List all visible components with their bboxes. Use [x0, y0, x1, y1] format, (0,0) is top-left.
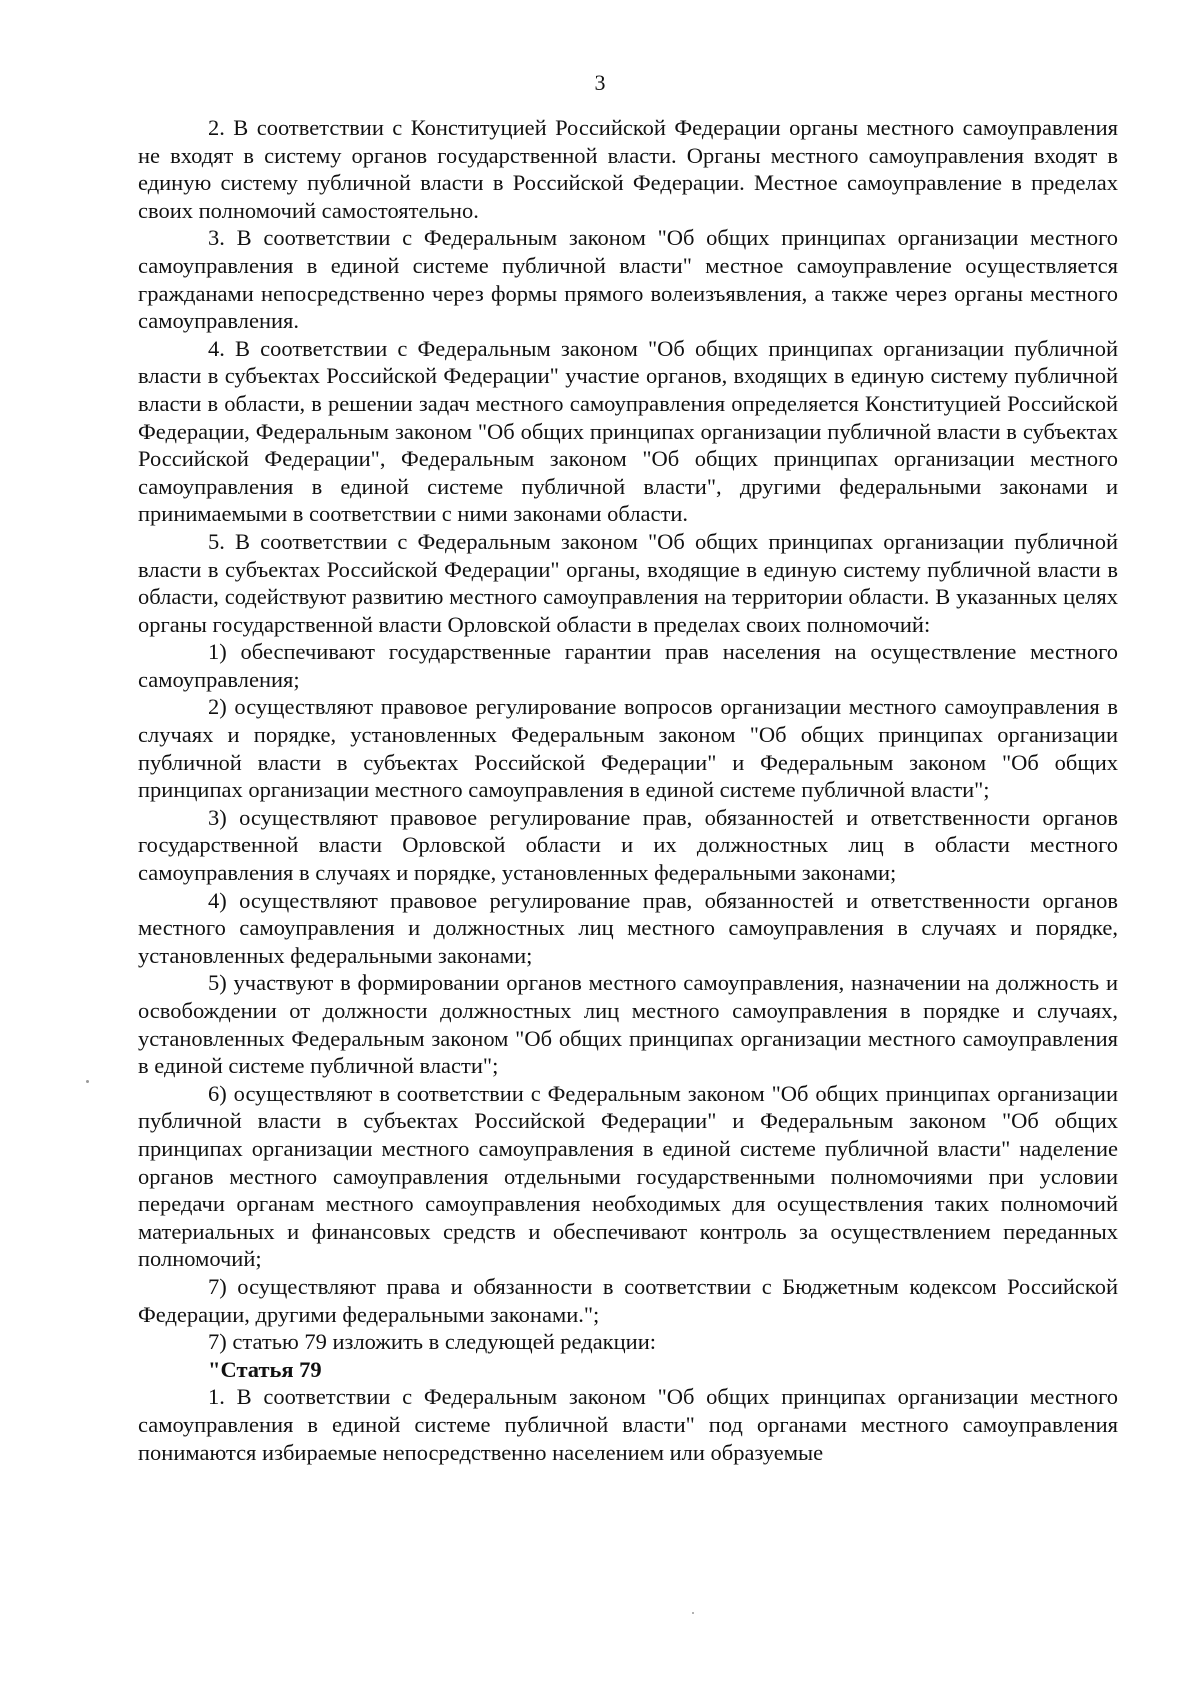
paragraph-5-assistance: 5. В соответствии с Федеральным законом "Об общих принципах организации публичной власти в субъектах Российской Федерации" органы, входящие в единую систему публичной власти в области, содействуют развитию местного самоуправления на территории области. В указанных целях органы государственной власти Орловской области в пределах своих полномочий: — [138, 528, 1118, 637]
list-item-7: 7) осуществляют права и обязанности в соответствии с Бюджетным кодексом Российской Федерации, другими федеральными законами."; — [138, 1273, 1118, 1327]
amendment-instruction: 7) статью 79 изложить в следующей редакции: — [208, 1329, 656, 1355]
list-item-1: 1) обеспечивают государственные гарантии прав населения на осуществление местного самоуправления; — [138, 639, 1118, 692]
list-item-4: 4) осуществляют правовое регулирование прав, обязанностей и ответственности органов местного самоуправления и должностных лиц местного самоуправления в случаях и порядке, установленных федеральными законами; — [138, 887, 1118, 968]
article-heading: "Статья 79 — [208, 1356, 322, 1382]
paragraph-2-local-government: 2. В соответствии с Конституцией Российской Федерации органы местного самоуправления не входят в систему органов государственной власти. Органы местного самоуправления входят в единую систему публичной власти в Российской Федерации. Местное самоуправление в пределах своих полномочий самостоятельно. — [138, 115, 1118, 223]
list-item-3: 3) осуществляют правовое регулирование прав, обязанностей и ответственности органов государственной власти Орловской области и их должностных лиц в области местного самоуправления в случаях и порядке, установленных федеральными законами; — [138, 804, 1118, 886]
page-number: 3 — [594, 70, 606, 95]
scan-speck — [86, 1080, 89, 1083]
paragraph-4-participation: 4. В соответствии с Федеральным законом "Об общих принципах организации публичной власти в субъектах Российской Федерации" участие органов, входящих в единую систему публичной власти в области, в решении задач местного самоуправления определяется Конституцией Российской Федерации, Федеральным законом "Об общих принципах организации публичной власти в субъектах Российской Федерации", Федеральным законом "Об общих принципах организации местного самоуправления в единой системе публичной власти", другими федеральными законами и принимаемыми в соответствии с ними законами области. — [138, 335, 1118, 527]
list-item-2: 2) осуществляют правовое регулирование вопросов организации местного самоуправления в случаях и порядке, установленных Федеральным законом "Об общих принципах организации публичной власти в субъектах Российской Федерации" и Федеральным законом "Об общих принципах организации местного самоуправления в единой системе публичной власти"; — [138, 694, 1118, 803]
paragraph-3-local-government: 3. В соответствии с Федеральным законом "Об общих принципах организации местного самоуправления в единой системе публичной власти" местное самоуправление осуществляется гражданами непосредственно через формы прямого волеизъявления, а также через органы местного самоуправления. — [138, 225, 1118, 334]
scan-speck — [692, 1612, 694, 1614]
list-item-5: 5) участвуют в формировании органов местного самоуправления, назначении на должность и освобождении от должности должностных лиц местного самоуправления в порядке и случаях, установленных Федеральным законом "Об общих принципах организации местного самоуправления в единой системе публичной власти"; — [138, 970, 1118, 1079]
document-body — [138, 114, 1118, 1466]
list-item-6: 6) осуществляют в соответствии с Федеральным законом "Об общих принципах организации публичной власти в субъектах Российской Федерации" и Федеральным законом "Об общих принципах организации местного самоуправления в единой системе публичной власти" наделение органов местного самоуправления отдельными государственными полномочиями при условии передачи органам местного самоуправления необходимых для осуществления таких полномочий материальных и финансовых средств и обеспечивают контроль за осуществлением переданных полномочий; — [138, 1080, 1118, 1272]
article-79-paragraph-1: 1. В соответствии с Федеральным законом "Об общих принципах организации местного самоуправления в единой системе публичной власти" под органами местного самоуправления понимаются избираемые непосредственно населением или образуемые — [138, 1384, 1118, 1465]
